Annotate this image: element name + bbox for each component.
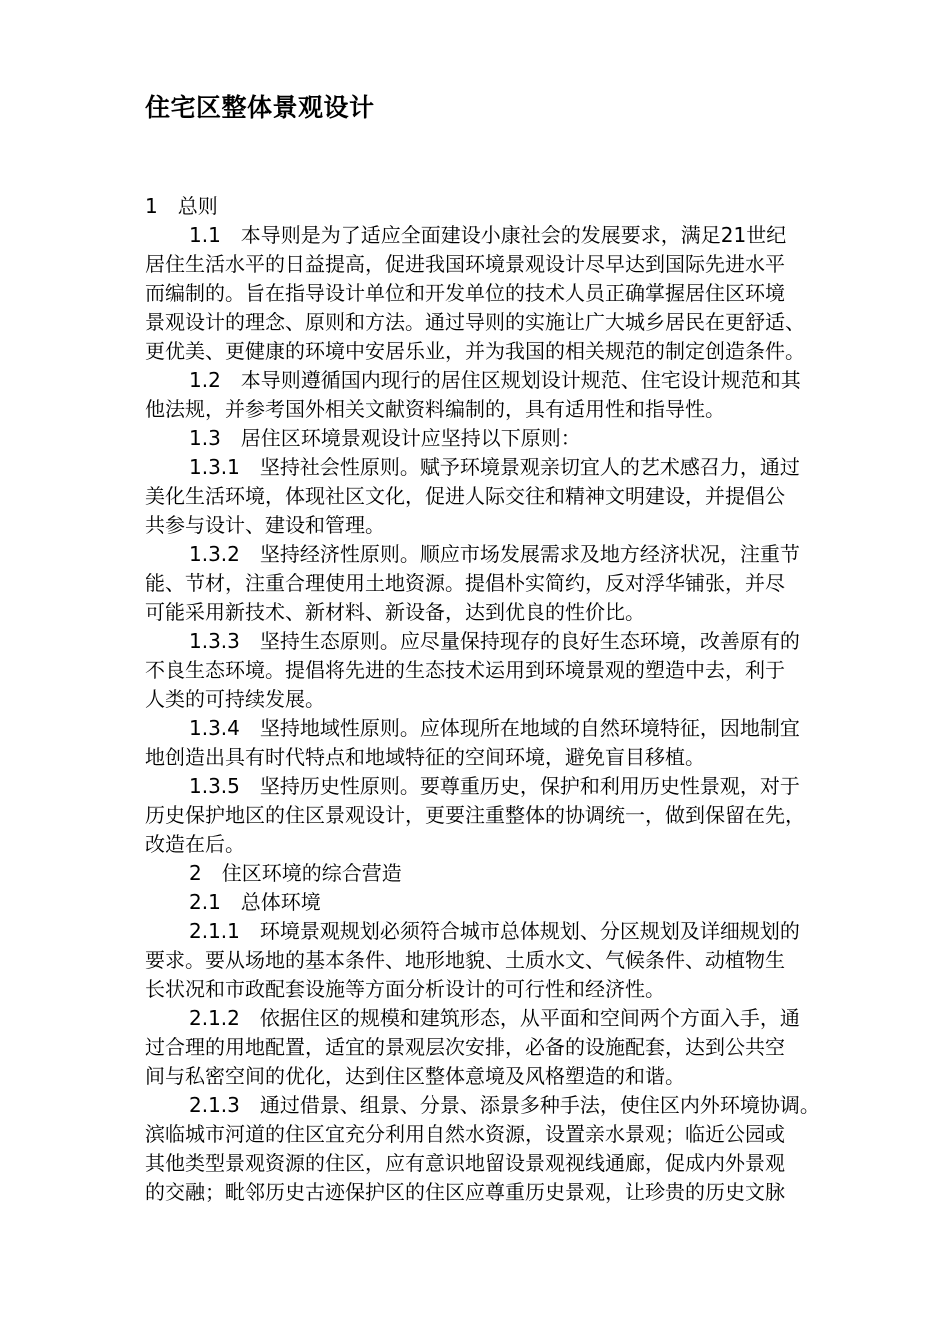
text-line: 1.3.3 坚持生态原则。应尽量保持现存的良好生态环境，改善原有的 (189, 629, 800, 653)
text-line: 共参与设计、建设和管理。 (145, 513, 385, 537)
document-body (145, 192, 875, 1207)
text-line: 1.3 居住区环境景观设计应坚持以下原则： (189, 426, 581, 450)
text-line: 1.3.5 坚持历史性原则。要尊重历史，保护和利用历史性景观，对于 (189, 774, 800, 798)
text-line: 的交融；毗邻历史古迹保护区的住区应尊重历史景观，让珍贵的历史文脉 (145, 1180, 785, 1204)
text-line: 滨临城市河道的住区宜充分利用自然水资源，设置亲水景观；临近公园或 (145, 1122, 785, 1146)
text-line: 地创造出具有时代特点和地域特征的空间环境，避免盲目移植。 (145, 745, 705, 769)
text-line: 2.1.1 环境景观规划必须符合城市总体规划、分区规划及详细规划的 (189, 919, 800, 943)
text-line: 人类的可持续发展。 (145, 687, 325, 711)
text-line: 美化生活环境，体现社区文化，促进人际交往和精神文明建设，并提倡公 (145, 484, 785, 508)
text-line: 2 住区环境的综合营造 (189, 861, 402, 885)
text-line: 长状况和市政配套设施等方面分析设计的可行性和经济性。 (145, 977, 665, 1001)
text-line: 历史保护地区的住区景观设计，更要注重整体的协调统一，做到保留在先， (145, 803, 805, 827)
text-line: 可能采用新技术、新材料、新设备，达到优良的性价比。 (145, 600, 645, 624)
text-line: 2.1.2 依据住区的规模和建筑形态，从平面和空间两个方面入手，通 (189, 1006, 800, 1030)
text-line: 间与私密空间的优化，达到住区整体意境及风格塑造的和谐。 (145, 1064, 685, 1088)
text-line: 2.1.3 通过借景、组景、分景、添景多种手法，使住区内外环境协调。 (189, 1093, 820, 1117)
text-line: 要求。要从场地的基本条件、地形地貌、土质水文、气候条件、动植物生 (145, 948, 785, 972)
text-line: 1.3.4 坚持地域性原则。应体现所在地域的自然环境特征，因地制宜 (189, 716, 800, 740)
text-line: 2.1 总体环境 (189, 890, 321, 914)
text-line: 更优美、更健康的环境中安居乐业，并为我国的相关规范的制定创造条件。 (145, 339, 805, 363)
text-line: 1 总则 (145, 194, 218, 218)
text-line: 景观设计的理念、原则和方法。通过导则的实施让广大城乡居民在更舒适、 (145, 310, 805, 334)
text-line: 他法规，并参考国外相关文献资料编制的，具有适用性和指导性。 (145, 397, 725, 421)
text-line: 不良生态环境。提倡将先进的生态技术运用到环境景观的塑造中去，利于 (145, 658, 785, 682)
text-line: 过合理的用地配置，适宜的景观层次安排，必备的设施配套，达到公共空 (145, 1035, 785, 1059)
document-title: 住宅区整体景观设计 (145, 93, 375, 122)
text-line: 改造在后。 (145, 832, 245, 856)
text-line: 1.1 本导则是为了适应全面建设小康社会的发展要求，满足21世纪 (189, 223, 787, 247)
text-line: 能、节材，注重合理使用土地资源。提倡朴实简约，反对浮华铺张，并尽 (145, 571, 785, 595)
text-line: 居住生活水平的日益提高，促进我国环境景观设计尽早达到国际先进水平 (145, 252, 785, 276)
text-line: 1.3.1 坚持社会性原则。赋予环境景观亲切宜人的艺术感召力，通过 (189, 455, 800, 479)
text-line: 而编制的。旨在指导设计单位和开发单位的技术人员正确掌握居住区环境 (145, 281, 785, 305)
text-line: 其他类型景观资源的住区，应有意识地留设景观视线通廊，促成内外景观 (145, 1151, 785, 1175)
text-line: 1.2 本导则遵循国内现行的居住区规划设计规范、住宅设计规范和其 (189, 368, 801, 392)
text-line: 1.3.2 坚持经济性原则。顺应市场发展需求及地方经济状况，注重节 (189, 542, 800, 566)
